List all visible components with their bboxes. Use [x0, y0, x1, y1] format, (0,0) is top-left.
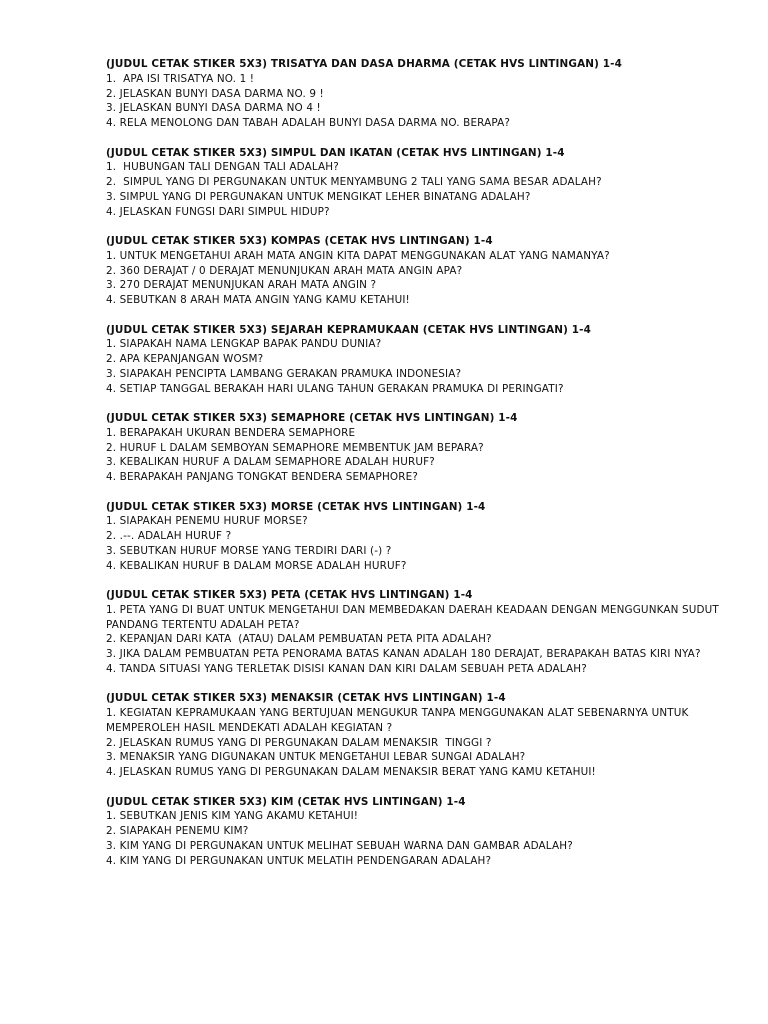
- section-title: (JUDUL CETAK STIKER 5X3) TRISATYA DAN DASA DHARMA (CETAK HVS LINTINGAN) 1-4: [106, 58, 622, 70]
- question-item: 1. KEGIATAN KEPRAMUKAAN YANG BERTUJUAN MENGUKUR TANPA MENGGUNAKAN ALAT SEBENARNYA UNTUK MEMPEROLEH HASIL MENDEKATI ADALAH KEGIATAN ?: [106, 707, 692, 734]
- question-item: 3. SIMPUL YANG DI PERGUNAKAN UNTUK MENGIKAT LEHER BINATANG ADALAH?: [106, 190, 531, 203]
- question-item: 2. SIAPAKAH PENEMU KIM?: [106, 825, 249, 837]
- section-kompas: [106, 234, 726, 308]
- question-list: [106, 706, 726, 780]
- section-title: (JUDUL CETAK STIKER 5X3) PETA (CETAK HVS LINTINGAN) 1-4: [106, 589, 473, 601]
- section-kim: [106, 795, 726, 869]
- question-item: 1. HUBUNGAN TALI DENGAN TALI ADALAH?: [106, 161, 339, 174]
- question-list: [106, 514, 726, 573]
- question-item: 4. KEBALIKAN HURUF B DALAM MORSE ADALAH HURUF?: [106, 559, 407, 572]
- question-list: [106, 72, 726, 131]
- question-list: [106, 426, 726, 485]
- question-item: 1. SEBUTKAN JENIS KIM YANG AKAMU KETAHUI!: [106, 810, 359, 823]
- section-peta: [106, 588, 726, 677]
- question-item: 2. .--. ADALAH HURUF ?: [106, 530, 232, 542]
- question-item: 2. JELASKAN BUNYI DASA DARMA NO. 9 !: [106, 87, 324, 100]
- section-menaksir: [106, 691, 726, 780]
- question-item: 3. SEBUTKAN HURUF MORSE YANG TERDIRI DARI (-) ?: [106, 544, 392, 557]
- section-morse: [106, 500, 726, 574]
- section-title: (JUDUL CETAK STIKER 5X3) MORSE (CETAK HVS LINTINGAN) 1-4: [106, 500, 486, 513]
- section-trisatya-dasa-dharma: [106, 57, 726, 131]
- question-item: 2. HURUF L DALAM SEMBOYAN SEMAPHORE MEMBENTUK JAM BEPARA?: [106, 441, 484, 454]
- section-title: (JUDUL CETAK STIKER 5X3) MENAKSIR (CETAK HVS LINTINGAN) 1-4: [106, 692, 506, 705]
- question-item: 3. 270 DERAJAT MENUNJUKAN ARAH MATA ANGIN ?: [106, 279, 377, 292]
- question-item: 4. KIM YANG DI PERGUNAKAN UNTUK MELATIH PENDENGARAN ADALAH?: [106, 854, 492, 867]
- question-list: [106, 603, 726, 677]
- section-title: (JUDUL CETAK STIKER 5X3) SEJARAH KEPRAMUKAAN (CETAK HVS LINTINGAN) 1-4: [106, 323, 592, 336]
- question-item: 3. SIAPAKAH PENCIPTA LAMBANG GERAKAN PRAMUKA INDONESIA?: [106, 367, 462, 380]
- document-content: [106, 57, 726, 883]
- question-item: 1. UNTUK MENGETAHUI ARAH MATA ANGIN KITA DAPAT MENGGUNAKAN ALAT YANG NAMANYA?: [106, 249, 610, 262]
- question-item: 2. SIMPUL YANG DI PERGUNAKAN UNTUK MENYAMBUNG 2 TALI YANG SAMA BESAR ADALAH?: [106, 176, 602, 188]
- question-item: 1. APA ISI TRISATYA NO. 1 !: [106, 72, 255, 85]
- question-item: 1. SIAPAKAH PENEMU HURUF MORSE?: [106, 515, 308, 528]
- section-title: (JUDUL CETAK STIKER 5X3) KIM (CETAK HVS LINTINGAN) 1-4: [106, 795, 466, 808]
- question-item: 4. TANDA SITUASI YANG TERLETAK DISISI KANAN DAN KIRI DALAM SEBUAH PETA ADALAH?: [106, 662, 587, 675]
- question-item: 3. KEBALIKAN HURUF A DALAM SEMAPHORE ADALAH HURUF?: [106, 456, 435, 469]
- question-item: 4. SETIAP TANGGAL BERAKAH HARI ULANG TAHUN GERAKAN PRAMUKA DI PERINGATI?: [106, 382, 564, 395]
- question-list: [106, 249, 726, 308]
- question-item: 1. SIAPAKAH NAMA LENGKAP BAPAK PANDU DUNIA?: [106, 338, 382, 351]
- question-item: 3. JELASKAN BUNYI DASA DARMA NO 4 !: [106, 102, 321, 115]
- section-simpul-dan-ikatan: [106, 146, 726, 220]
- section-semaphore: [106, 411, 726, 485]
- section-sejarah-kepramukaan: [106, 323, 726, 397]
- question-item: 4. JELASKAN FUNGSI DARI SIMPUL HIDUP?: [106, 205, 330, 218]
- section-title: (JUDUL CETAK STIKER 5X3) KOMPAS (CETAK HVS LINTINGAN) 1-4: [106, 235, 493, 247]
- section-title: (JUDUL CETAK STIKER 5X3) SIMPUL DAN IKATAN (CETAK HVS LINTINGAN) 1-4: [106, 146, 565, 159]
- question-item: 4. SEBUTKAN 8 ARAH MATA ANGIN YANG KAMU KETAHUI!: [106, 294, 410, 306]
- question-item: 2. 360 DERAJAT / 0 DERAJAT MENUNJUKAN ARAH MATA ANGIN APA?: [106, 264, 463, 277]
- question-item: 2. KEPANJAN DARI KATA (ATAU) DALAM PEMBUATAN PETA PITA ADALAH?: [106, 633, 492, 646]
- question-list: [106, 809, 726, 868]
- section-title: (JUDUL CETAK STIKER 5X3) SEMAPHORE (CETAK HVS LINTINGAN) 1-4: [106, 412, 518, 424]
- question-item: 4. RELA MENOLONG DAN TABAH ADALAH BUNYI DASA DARMA NO. BERAPA?: [106, 117, 511, 129]
- question-item: 4. BERAPAKAH PANJANG TONGKAT BENDERA SEMAPHORE?: [106, 471, 418, 483]
- question-list: [106, 337, 726, 396]
- question-item: 2. APA KEPANJANGAN WOSM?: [106, 353, 264, 365]
- question-item: 2. JELASKAN RUMUS YANG DI PERGUNAKAN DALAM MENAKSIR TINGGI ?: [106, 736, 492, 749]
- question-item: 1. PETA YANG DI BUAT UNTUK MENGETAHUI DAN MEMBEDAKAN DAERAH KEADAAN DENGAN MENGGUNKAN SUDUT PANDANG TERTENTU ADALAH PETA?: [106, 603, 723, 631]
- question-item: 4. JELASKAN RUMUS YANG DI PERGUNAKAN DALAM MENAKSIR BERAT YANG KAMU KETAHUI!: [106, 766, 596, 778]
- question-item: 3. KIM YANG DI PERGUNAKAN UNTUK MELIHAT SEBUAH WARNA DAN GAMBAR ADALAH?: [106, 839, 573, 852]
- question-item: 3. JIKA DALAM PEMBUATAN PETA PENORAMA BATAS KANAN ADALAH 180 DERAJAT, BERAPAKAH BATAS KIRI NYA?: [106, 648, 701, 660]
- question-list: [106, 160, 726, 219]
- question-item: 3. MENAKSIR YANG DIGUNAKAN UNTUK MENGETAHUI LEBAR SUNGAI ADALAH?: [106, 751, 526, 764]
- question-item: 1. BERAPAKAH UKURAN BENDERA SEMAPHORE: [106, 426, 356, 439]
